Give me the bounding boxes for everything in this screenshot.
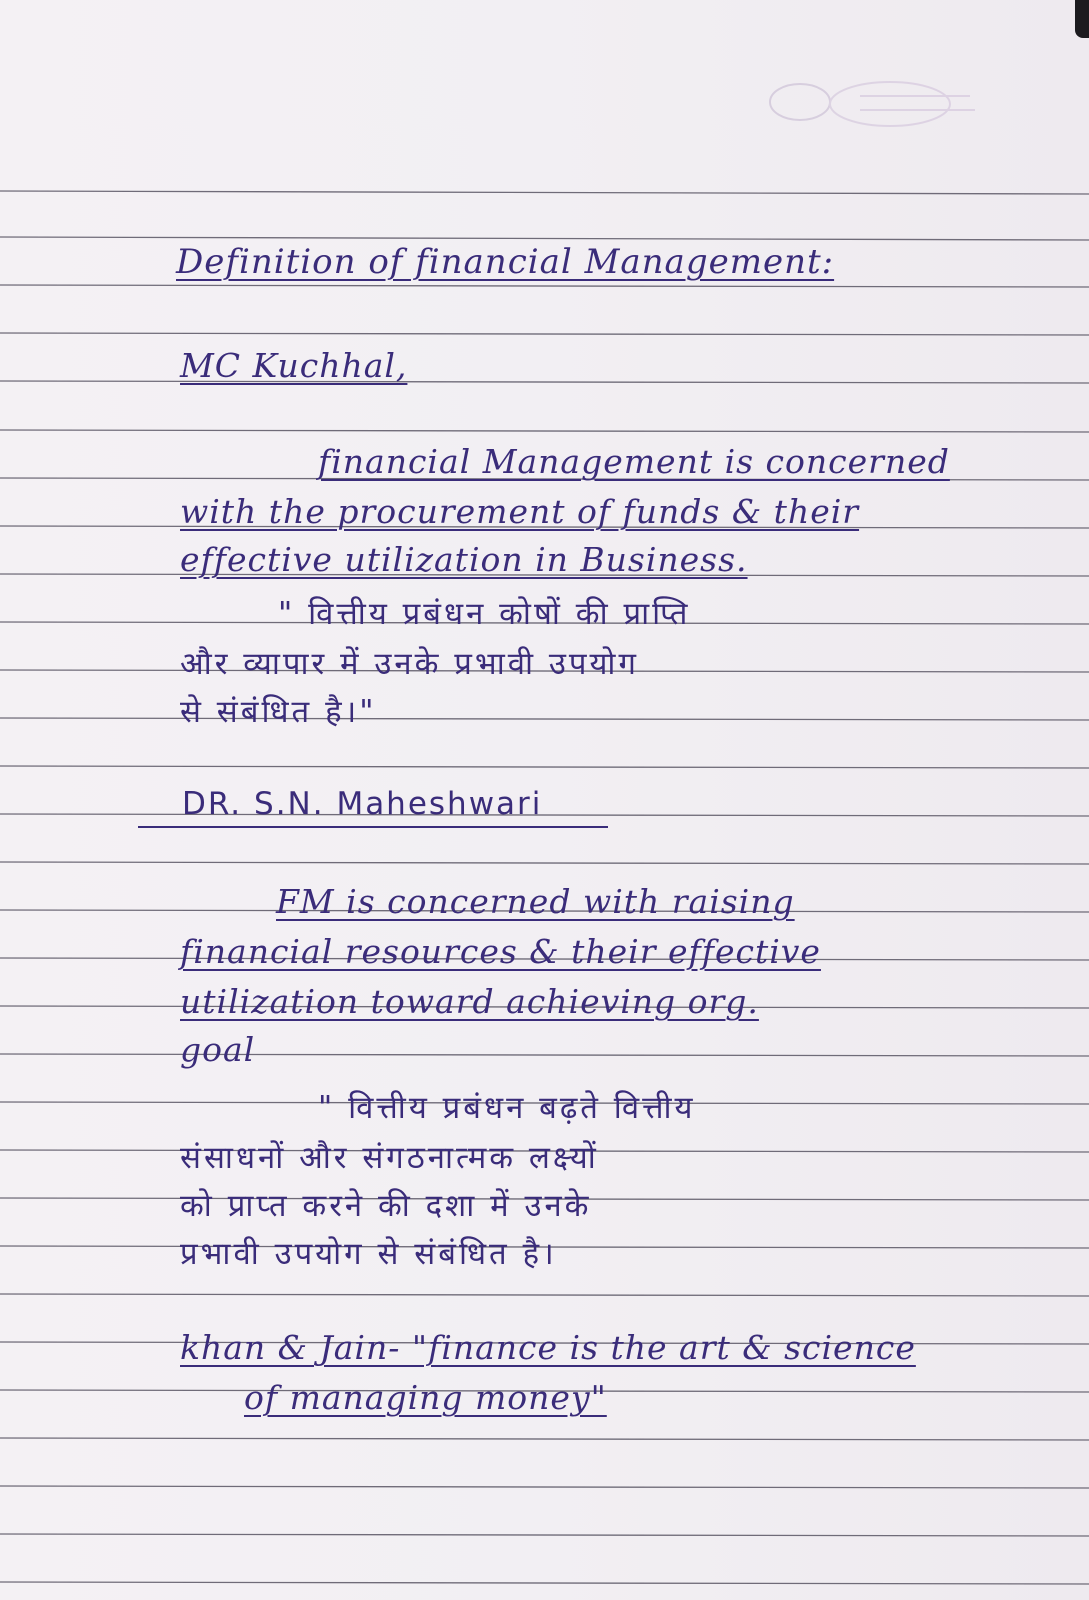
maheshwari-hindi-line-1: " वित्तीय प्रबंधन बढ़ते वित्तीय xyxy=(318,1090,696,1126)
maheshwari-hindi-line-2: संसाधनों और संगठनात्मक लक्ष्यों xyxy=(180,1140,599,1176)
kuchhal-english-line-1: financial Management is concerned xyxy=(318,442,950,481)
kuchhal-english-line-2: with the procurement of funds & their xyxy=(180,492,860,531)
page-heading: Definition of financial Management: xyxy=(176,242,835,282)
maheshwari-english-line-4: goal xyxy=(180,1030,256,1069)
author-kuchhal: MC Kuchhal, xyxy=(180,346,408,385)
kuchhal-hindi-line-2: और व्यापार में उनके प्रभावी उपयोग xyxy=(180,646,639,682)
kuchhal-english-line-3: effective utilization in Business. xyxy=(180,540,748,579)
faint-stamp-mark xyxy=(760,72,990,142)
author-maheshwari: DR. S.N. Maheshwari xyxy=(182,786,543,822)
maheshwari-english-line-3: utilization toward achieving org. xyxy=(180,982,759,1021)
author-underline xyxy=(138,826,608,828)
maheshwari-hindi-line-4: प्रभावी उपयोग से संबंधित है। xyxy=(180,1236,557,1272)
khan-jain-line-2: of managing money" xyxy=(244,1378,607,1417)
binding-edge xyxy=(1075,0,1089,38)
kuchhal-hindi-line-1: " वित्तीय प्रबंधन कोषों की प्राप्ति xyxy=(278,596,691,632)
maheshwari-hindi-line-3: को प्राप्त करने की दशा में उनके xyxy=(180,1188,592,1224)
kuchhal-hindi-line-3: से संबंधित है।" xyxy=(180,694,377,730)
khan-jain-line-1: khan & Jain- "finance is the art & science xyxy=(180,1328,916,1367)
maheshwari-english-line-2: financial resources & their effective xyxy=(180,932,821,971)
maheshwari-english-line-1: FM is concerned with raising xyxy=(276,882,795,921)
